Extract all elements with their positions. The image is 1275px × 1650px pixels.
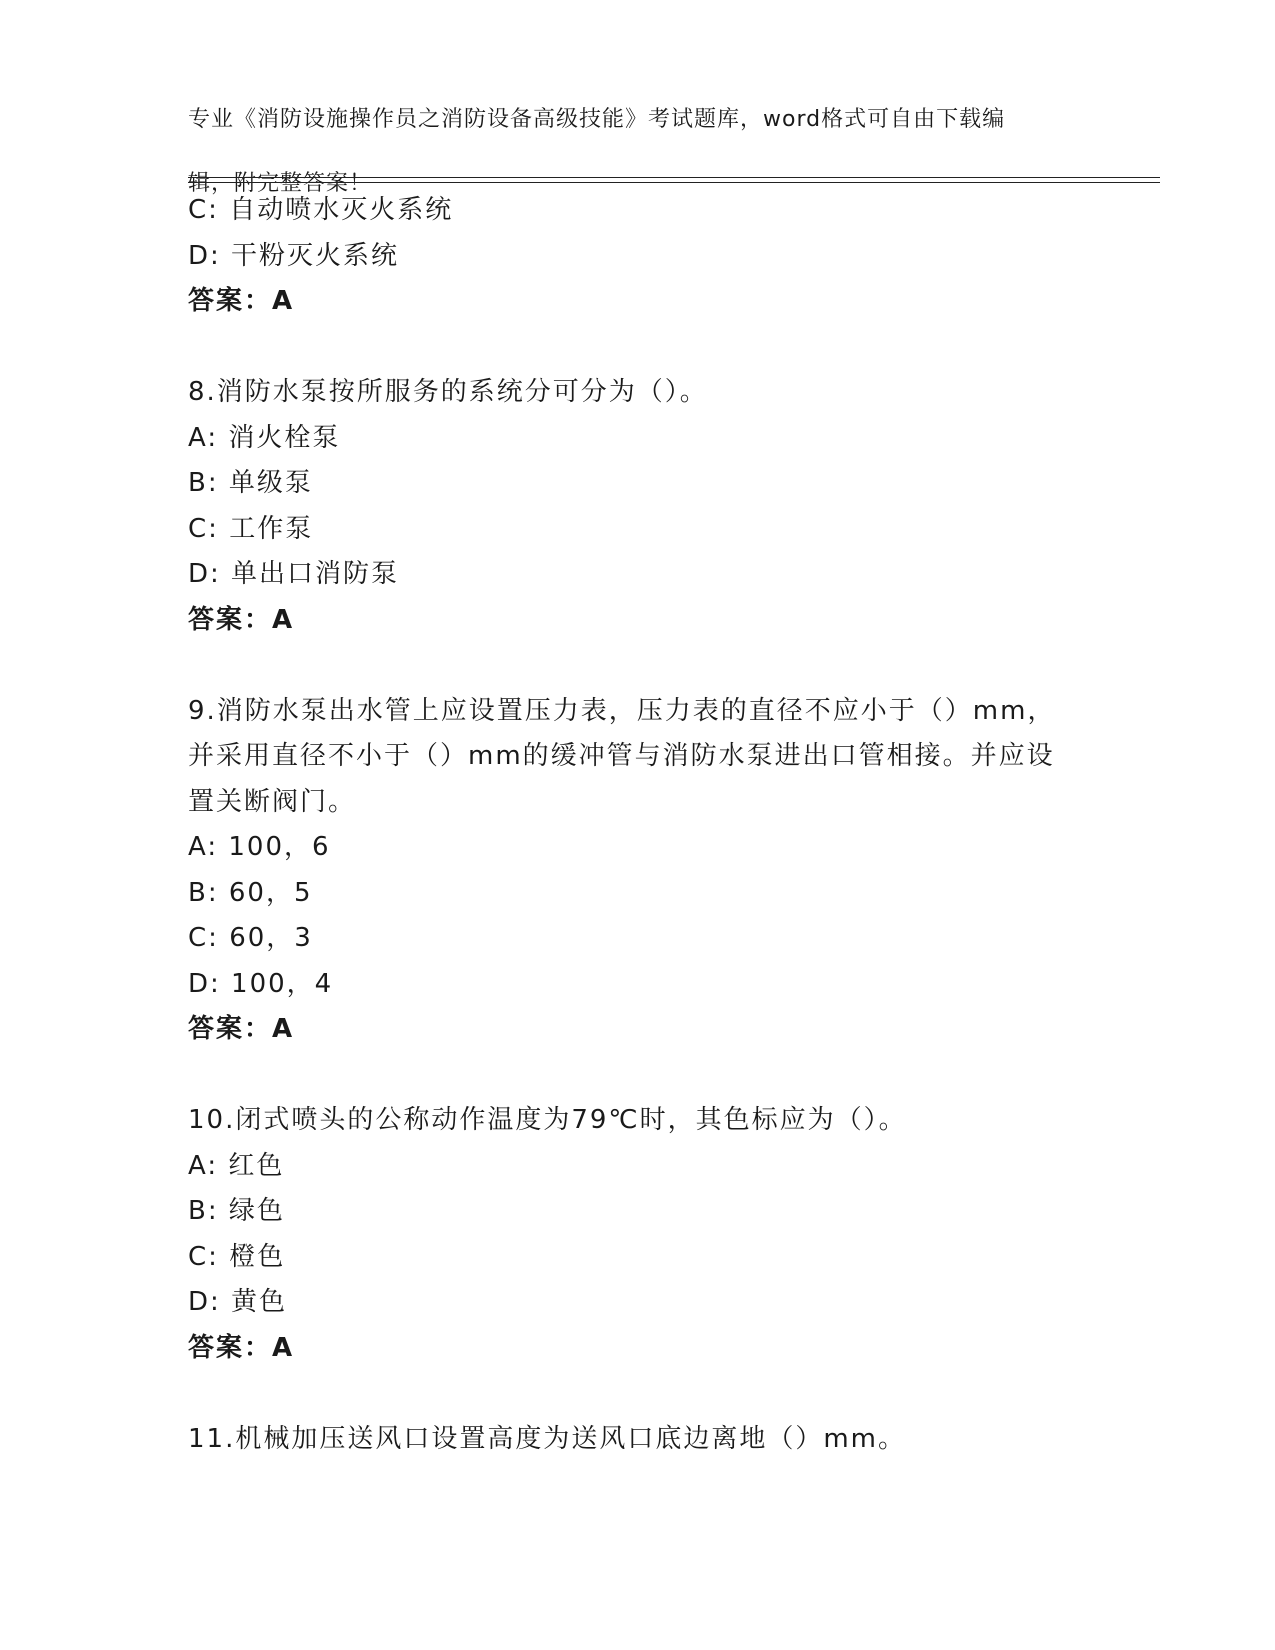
option-text: 单出口消防泵 [231,559,400,589]
option-letter: C: [188,923,219,953]
header-line-1: 专业《消防设施操作员之消防设备高级技能》考试题库，word格式可自由下载编 [188,107,1006,132]
question-list [188,188,1088,1462]
header-divider-top [188,177,1160,178]
spacer [188,1371,1088,1417]
question-10 [188,1098,1088,1371]
answer-line: 答案：A [188,1014,295,1044]
option-c [188,1235,1088,1281]
question-stem: 10.闭式喷头的公称动作温度为79℃时，其色标应为（）。 [188,1105,907,1135]
answer-line: 答案：A [188,286,295,316]
option-text: 100，6 [228,832,331,862]
option-text: 单级泵 [228,468,313,498]
option-letter: D: [188,240,221,271]
option-letter: A: [188,1150,219,1181]
option-text: 消火栓泵 [228,422,341,453]
spacer [188,1053,1088,1099]
option-d [188,1280,1088,1326]
option-letter: B: [188,877,219,908]
option-letter: D: [188,968,221,999]
option-d [188,234,1088,280]
option-text: 60，5 [228,877,313,908]
spacer [188,643,1088,689]
answer-line: 答案：A [188,604,295,635]
option-b [188,871,1088,917]
option-text: 干粉灭火系统 [231,240,400,271]
question-8 [188,370,1088,643]
option-d [188,552,1088,598]
header-line-2: 辑，附完整答案！ [188,171,373,196]
question-7-continuation [188,188,1088,325]
question-stem: 9.消防水泵出水管上应设置压力表，压力表的直径不应小于（）mm， [188,695,1056,726]
option-letter: D: [188,1287,221,1317]
option-b [188,461,1088,507]
option-letter: A: [188,422,219,453]
option-text: 橙色 [229,1241,286,1272]
option-text: 黄色 [231,1287,288,1317]
option-c [188,188,1088,234]
option-text: 绿色 [228,1196,285,1226]
option-b [188,1189,1088,1235]
option-text: 100，4 [231,968,334,999]
option-text: 红色 [228,1150,285,1181]
option-a [188,416,1088,462]
option-letter: B: [188,468,219,498]
option-c [188,916,1088,962]
question-stem: 置关断阀门。 [188,786,357,817]
question-stem: 8.消防水泵按所服务的系统分可分为（）。 [188,377,708,407]
option-letter: C: [188,1241,219,1272]
header-divider-bottom [188,182,1160,183]
option-text: 60，3 [229,923,313,953]
question-11 [188,1417,1088,1463]
option-text: 工作泵 [229,513,314,544]
option-letter: C: [188,195,219,225]
option-letter: A: [188,832,219,862]
option-d [188,962,1088,1008]
question-stem: 并采用直径不小于（）mm的缓冲管与消防水泵进出口管相接。并应设 [188,741,1055,771]
option-letter: B: [188,1196,219,1226]
answer-line: 答案：A [188,1332,295,1363]
spacer [188,325,1088,371]
option-c [188,507,1088,553]
option-a [188,825,1088,871]
option-letter: C: [188,513,219,544]
question-9 [188,689,1088,1053]
option-a [188,1144,1088,1190]
question-stem: 11.机械加压送风口设置高度为送风口底边离地（）mm。 [188,1423,907,1454]
option-text: 自动喷水灭火系统 [229,195,454,225]
option-letter: D: [188,559,221,589]
